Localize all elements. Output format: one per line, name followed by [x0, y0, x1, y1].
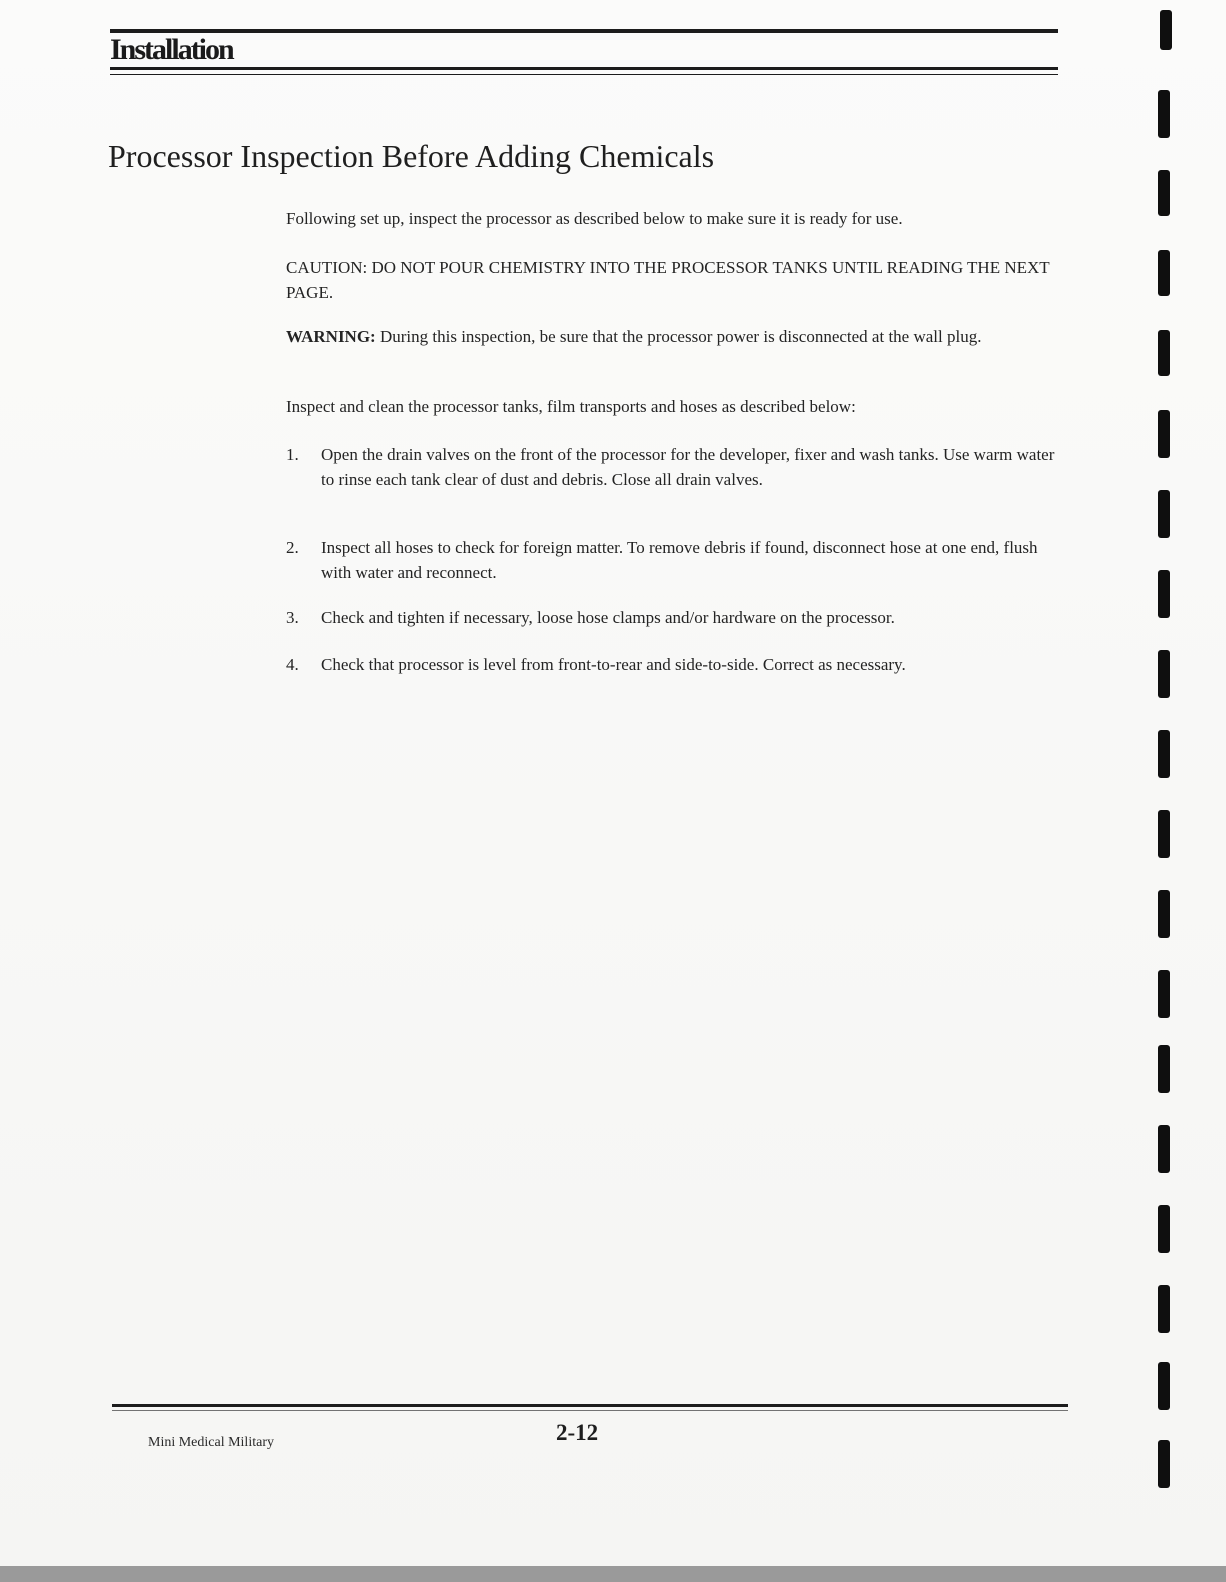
- caution-paragraph: CAUTION: DO NOT POUR CHEMISTRY INTO THE PROCESSOR TANKS UNTIL READING THE NEXT PAGE.: [286, 258, 1050, 302]
- binding-mark: [1158, 1440, 1170, 1488]
- binding-mark: [1158, 1125, 1170, 1173]
- binding-mark: [1158, 410, 1170, 458]
- binding-mark: [1158, 730, 1170, 778]
- binding-mark: [1158, 650, 1170, 698]
- intro-paragraph: Following set up, inspect the processor as described below to make sure it is ready for use.: [286, 209, 903, 228]
- section-header-title: Installation: [110, 33, 233, 66]
- list-text: Check that processor is level from front-to-rear and side-to-side. Correct as necessary.: [321, 655, 906, 674]
- footer-rule-thin: [112, 1410, 1068, 1411]
- list-number: 1.: [286, 445, 299, 464]
- binding-mark: [1158, 1205, 1170, 1253]
- binding-mark: [1158, 1045, 1170, 1093]
- list-text: Inspect all hoses to check for foreign matter. To remove debris if found, disconnect hose at one end, flush with water and reconnect.: [321, 538, 1038, 582]
- list-text: Open the drain valves on the front of the processor for the developer, fixer and wash tanks. Use warm water to rinse each tank clear of dust and debris. Close all drain valves.: [321, 445, 1055, 489]
- binding-mark: [1158, 250, 1170, 296]
- binding-mark: [1158, 1362, 1170, 1410]
- binding-mark: [1158, 1285, 1170, 1333]
- binding-mark: [1158, 490, 1170, 538]
- binding-mark: [1158, 330, 1170, 376]
- scan-bottom-edge: [0, 1566, 1226, 1582]
- header-rule-top: [110, 29, 1058, 33]
- binding-mark: [1158, 970, 1170, 1018]
- binding-mark: [1158, 90, 1170, 138]
- binding-mark: [1160, 10, 1172, 50]
- footer-rule: [112, 1404, 1068, 1407]
- footer-page-number: 2-12: [556, 1420, 599, 1445]
- warning-paragraph: [286, 324, 1062, 349]
- header-rule-bottom-thin: [110, 74, 1058, 75]
- list-number: 2.: [286, 538, 299, 557]
- list-item-3: [286, 605, 1062, 630]
- binding-mark: [1158, 890, 1170, 938]
- header-rule-bottom: [110, 67, 1058, 70]
- list-text: Check and tighten if necessary, loose hose clamps and/or hardware on the processor.: [321, 608, 895, 627]
- list-item-1: [286, 442, 1062, 492]
- warning-label: WARNING:: [286, 327, 376, 346]
- warning-text: During this inspection, be sure that the processor power is disconnected at the wall plug.: [375, 327, 982, 346]
- binding-mark: [1158, 170, 1170, 216]
- list-number: 3.: [286, 608, 299, 627]
- inspect-paragraph: Inspect and clean the processor tanks, film transports and hoses as described below:: [286, 397, 856, 416]
- binding-mark: [1158, 570, 1170, 618]
- page-heading: Processor Inspection Before Adding Chemicals: [108, 138, 715, 174]
- footer-document-title: Mini Medical Military: [148, 1435, 274, 1450]
- list-number: 4.: [286, 655, 299, 674]
- binding-mark: [1158, 810, 1170, 858]
- list-item-2: [286, 535, 1062, 585]
- list-item-4: [286, 652, 1062, 677]
